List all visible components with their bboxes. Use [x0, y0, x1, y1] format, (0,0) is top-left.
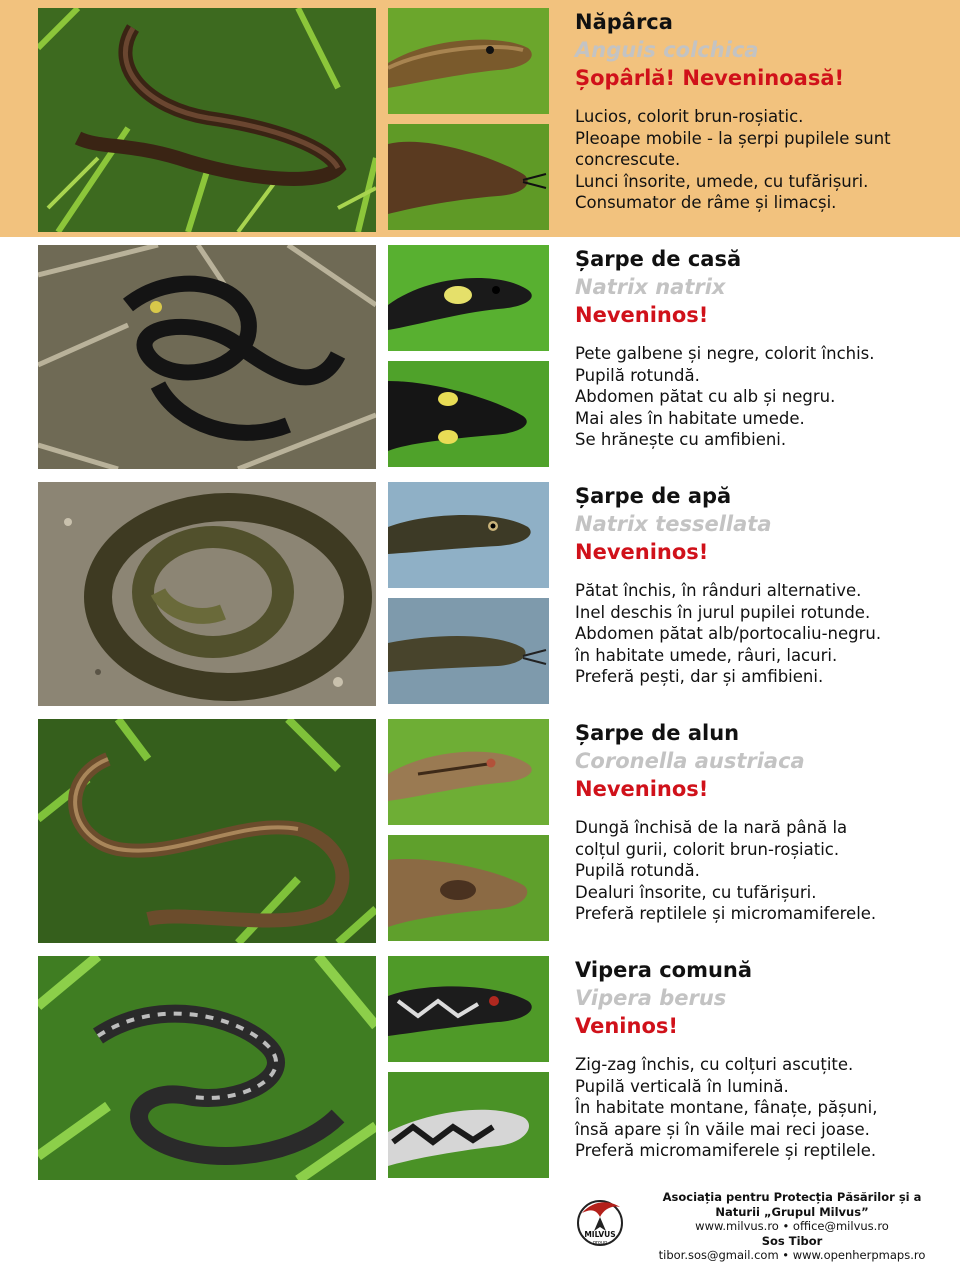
- org-contact: www.milvus.ro • office@milvus.ro: [695, 1219, 889, 1233]
- head-closeup-top: [388, 361, 549, 467]
- species-photo: [38, 956, 376, 1180]
- head-closeup-top: [388, 124, 549, 230]
- description-line: Lunci însorite, umede, cu tufărișuri.: [575, 171, 869, 191]
- description-line: Zig-zag închis, cu colțuri ascuțite.: [575, 1055, 854, 1074]
- description-line: Pleoape mobile - la șerpi pupilele sunt: [575, 128, 891, 148]
- milvus-logo: [572, 1191, 628, 1247]
- species-info: [575, 8, 945, 214]
- org-name-line1: Asociația pentru Protecția Păsărilor și a: [662, 1190, 922, 1204]
- species-name: Șarpe de apă: [575, 484, 732, 508]
- description-line: Inel deschis în jurul pupilei rotunde.: [575, 602, 871, 622]
- species-name: Năpârca: [575, 10, 673, 34]
- species-info: [575, 482, 945, 688]
- species-latin-name: Coronella austriaca: [575, 749, 805, 773]
- footer-credits: [632, 1190, 952, 1263]
- species-latin-name: Natrix tessellata: [575, 512, 772, 536]
- description-line: Lucios, colorit brun-roșiatic.: [575, 107, 804, 126]
- head-closeup-side: [388, 8, 549, 114]
- species-name: Șarpe de alun: [575, 721, 740, 745]
- author-name: Sos Tibor: [761, 1233, 823, 1248]
- description-line: Se hrănește cu amfibieni.: [575, 430, 787, 450]
- head-closeup-side: [388, 482, 549, 588]
- species-latin-name: Vipera berus: [575, 986, 727, 1010]
- venom-status: Neveninos!: [575, 777, 709, 801]
- author-contact: tibor.sos@gmail.com • www.openherpmaps.ro: [658, 1248, 926, 1262]
- species-latin-name: Anguis colchica: [575, 38, 759, 62]
- description-line: concrescute.: [575, 150, 681, 170]
- head-closeup-side: [388, 956, 549, 1062]
- species-photo: [38, 719, 376, 943]
- description-line: în habitate umede, râuri, lacuri.: [575, 645, 838, 665]
- venom-status: Neveninos!: [575, 540, 709, 564]
- description-line: Preferă micromamiferele și reptilele.: [575, 1141, 877, 1161]
- logo-text: MILVUS: [584, 1230, 616, 1239]
- description-line: colțul gurii, colorit brun-roșiatic.: [575, 839, 840, 859]
- species-card-vipera: [0, 948, 960, 1185]
- description-line: Dungă închisă de la nară până la: [575, 818, 848, 837]
- species-card-natrix-natrix: [0, 237, 960, 474]
- species-card-coronella: [0, 711, 960, 948]
- species-photo: [38, 245, 376, 469]
- org-name-line2: Naturii „Grupul Milvus”: [715, 1204, 869, 1219]
- description-line: Pupilă verticală în lumină.: [575, 1076, 789, 1096]
- description-line: Pupilă rotundă.: [575, 861, 700, 881]
- description-line: Mai ales în habitate umede.: [575, 408, 805, 428]
- description-line: Pupilă rotundă.: [575, 365, 700, 385]
- venom-status: Neveninos!: [575, 303, 709, 327]
- description-line: Abdomen pătat alb/portocaliu-negru.: [575, 624, 882, 644]
- species-card-anguis: [0, 0, 960, 237]
- description-line: Dealuri însorite, cu tufărișuri.: [575, 882, 817, 902]
- head-closeup-side: [388, 245, 549, 351]
- description-line: În habitate montane, fânațe, pășuni,: [575, 1098, 878, 1118]
- description-line: Consumator de râme și limacși.: [575, 193, 837, 213]
- species-description: [575, 580, 945, 688]
- head-closeup-side: [388, 719, 549, 825]
- description-line: Pătat închis, în rânduri alternative.: [575, 581, 862, 600]
- footer: [560, 1185, 960, 1265]
- description-line: însă apare și în văile mai reci joase.: [575, 1119, 870, 1139]
- description-line: Pete galbene și negre, colorit închis.: [575, 344, 875, 363]
- species-card-natrix-tessellata: [0, 474, 960, 711]
- species-info: [575, 245, 945, 451]
- logo-subtext: group: [592, 1240, 608, 1246]
- species-description: [575, 817, 945, 925]
- species-info: [575, 956, 945, 1162]
- description-line: Preferă reptilele și micromamiferele.: [575, 904, 877, 924]
- species-description: [575, 343, 945, 451]
- species-photo: [38, 482, 376, 706]
- description-line: Preferă pești, dar și amfibieni.: [575, 667, 824, 687]
- species-name: Vipera comună: [575, 958, 753, 982]
- species-description: [575, 106, 945, 214]
- species-name: Șarpe de casă: [575, 247, 742, 271]
- species-latin-name: Natrix natrix: [575, 275, 726, 299]
- head-closeup-top: [388, 1072, 549, 1178]
- venom-status: Veninos!: [575, 1014, 678, 1038]
- species-description: [575, 1054, 945, 1162]
- head-closeup-top: [388, 598, 549, 704]
- species-info: [575, 719, 945, 925]
- description-line: Abdomen pătat cu alb și negru.: [575, 387, 836, 407]
- species-photo: [38, 8, 376, 232]
- venom-status: Șopârlă! Neveninoasă!: [575, 66, 845, 90]
- head-closeup-top: [388, 835, 549, 941]
